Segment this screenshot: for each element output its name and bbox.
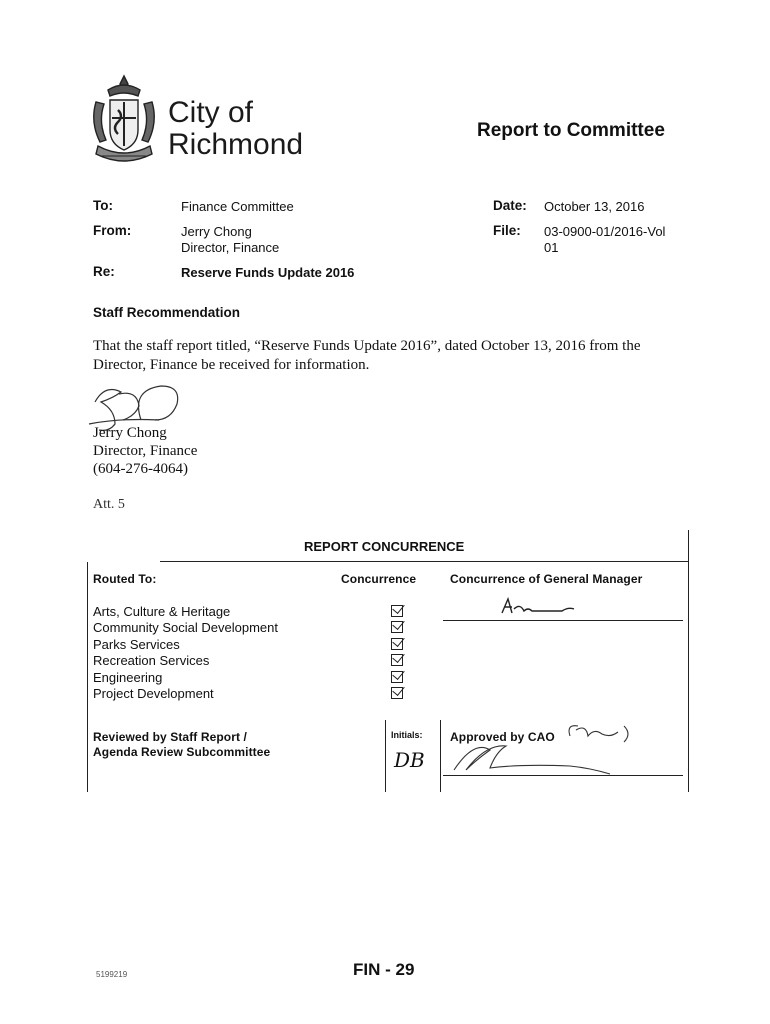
reviewed-by-line1: Reviewed by Staff Report / bbox=[93, 730, 247, 744]
to-value: Finance Committee bbox=[181, 199, 294, 214]
table-left-border bbox=[87, 562, 88, 792]
concurrence-checkbox[interactable] bbox=[391, 687, 403, 699]
routed-item: Arts, Culture & Heritage bbox=[93, 604, 231, 619]
document-number: 5199219 bbox=[96, 970, 128, 979]
reviewed-by-line2: Agenda Review Subcommittee bbox=[93, 745, 271, 759]
file-value-line2: 01 bbox=[544, 240, 559, 255]
re-value: Reserve Funds Update 2016 bbox=[181, 265, 355, 280]
from-name: Jerry Chong bbox=[181, 224, 252, 239]
routed-item: Engineering bbox=[93, 669, 163, 685]
approved-by-cao-label: Approved by CAO bbox=[450, 730, 555, 744]
from-title: Director, Finance bbox=[181, 240, 280, 255]
gm-initials-signature bbox=[496, 595, 596, 617]
report-title: Report to Committee bbox=[477, 120, 665, 141]
concurrence-checkbox[interactable] bbox=[391, 605, 403, 617]
reviewed-by-label bbox=[93, 730, 270, 760]
file-value-line1: 03-0900-01/2016-Vol bbox=[544, 224, 666, 239]
org-name-line2: Richmond bbox=[168, 128, 304, 161]
checkmark-icon bbox=[392, 617, 404, 630]
checkmark-icon bbox=[392, 667, 404, 680]
concurrence-checkbox[interactable] bbox=[391, 654, 403, 666]
recommendation-heading: Staff Recommendation bbox=[93, 305, 241, 320]
file-label: File: bbox=[493, 223, 521, 238]
routed-item: Recreation Services bbox=[93, 653, 210, 669]
recommendation-text-line2: Director, Finance be received for information. bbox=[93, 357, 370, 373]
col-gm-concurrence: Concurrence of General Manager bbox=[450, 572, 643, 586]
date-label: Date: bbox=[493, 198, 527, 213]
concurrence-checkbox[interactable] bbox=[391, 671, 403, 683]
col-routed-to: Routed To: bbox=[93, 572, 157, 586]
signatory-phone: (604-276-4064) bbox=[93, 461, 188, 477]
gm-signature-line bbox=[443, 620, 683, 621]
approved-left-border bbox=[440, 720, 441, 792]
attachments-note: Att. 5 bbox=[93, 497, 125, 512]
initials-value: DB bbox=[394, 748, 425, 772]
col-concurrence: Concurrence bbox=[341, 572, 417, 586]
from-label: From: bbox=[93, 223, 132, 238]
routed-item: Community Social Development bbox=[93, 620, 278, 636]
initials-left-border bbox=[385, 720, 386, 792]
routed-item: Project Development bbox=[93, 686, 214, 702]
to-label: To: bbox=[93, 198, 113, 213]
concurrence-checkbox[interactable] bbox=[391, 621, 403, 633]
checkmark-icon bbox=[392, 634, 404, 647]
page-code: FIN - 29 bbox=[353, 960, 415, 979]
routed-list bbox=[93, 604, 278, 702]
cao-signature bbox=[448, 722, 684, 780]
table-right-border bbox=[688, 530, 689, 792]
concurrence-checkbox[interactable] bbox=[391, 638, 403, 650]
signatory-name: Jerry Chong bbox=[93, 425, 167, 441]
city-crest-logo bbox=[88, 72, 160, 168]
checkmark-icon bbox=[392, 601, 404, 614]
checkmark-icon bbox=[392, 683, 404, 696]
date-value: October 13, 2016 bbox=[544, 199, 645, 214]
re-label: Re: bbox=[93, 264, 115, 279]
concurrence-title: REPORT CONCURRENCE bbox=[304, 539, 465, 554]
initials-label: Initials: bbox=[391, 730, 423, 740]
table-title-divider bbox=[160, 561, 688, 562]
org-name-line1: City of bbox=[168, 96, 254, 129]
signatory-title: Director, Finance bbox=[93, 443, 198, 459]
checkmark-icon bbox=[392, 650, 404, 663]
cao-signature-line bbox=[443, 775, 683, 776]
recommendation-text-line1: That the staff report titled, “Reserve Funds Update 2016”, dated October 13, 2016 from the bbox=[93, 338, 641, 354]
routed-item: Parks Services bbox=[93, 636, 180, 652]
